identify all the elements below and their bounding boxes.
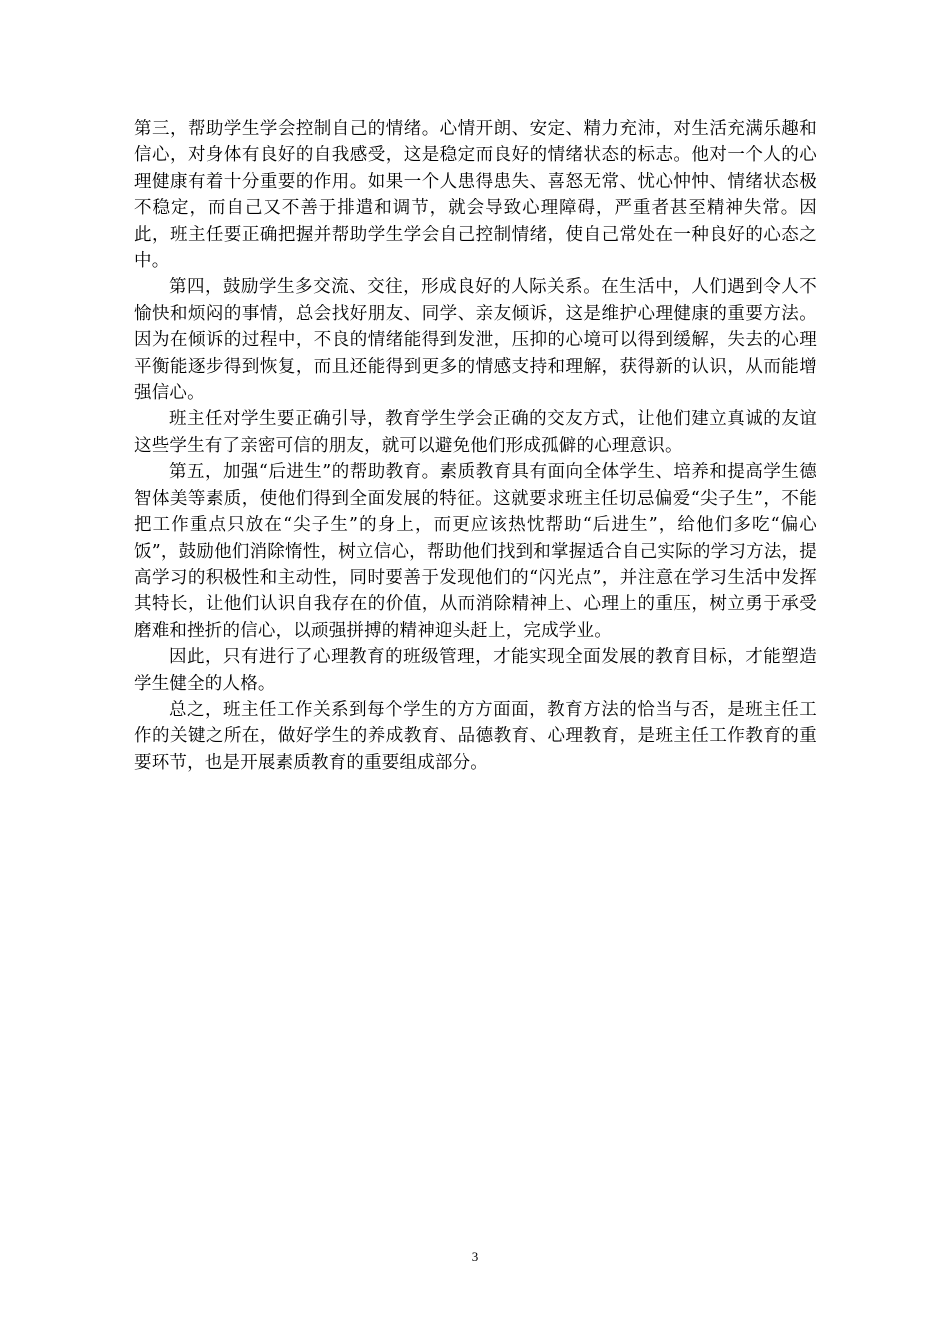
paragraph-underachiever-help: 第五，加强“后进生”的帮助教育。素质教育具有面向全体学生、培养和提高学生德智体美等素质，使他们得到全面发展的特征。这就要求班主任切忌偏爱“尖子生”，不能把工作重点只放在“尖子生”的身上，而更应该热忱帮助“后进生”，给他们多吃“偏心饭”，鼓励他们消除惰性，树立信心，帮助他们找到和掌握适合自己实际的学习方法，提高学习的积极性和主动性，同时要善于发现他们的“闪光点”，并注意在学习生活中发挥其特长，让他们认识自我存在的价值，从而消除精神上、心理上的重压，树立勇于承受磨难和挫折的信心，以顽强拼搏的精神迎头赶上，完成学业。 xyxy=(134,462,817,641)
paragraph-conclusion: 总之，班主任工作关系到每个学生的方方面面，教育方法的恰当与否，是班主任工作的关键之所在，做好学生的养成教育、品德教育、心理教育，是班主任工作教育的重要环节，也是开展素质教育的重要组成部分。 xyxy=(134,699,817,773)
paragraph-psychological-education: 因此，只有进行了心理教育的班级管理，才能实现全面发展的教育目标，才能塑造学生健全的人格。 xyxy=(134,647,817,694)
paragraph-communication: 第四，鼓励学生多交流、交往，形成良好的人际关系。在生活中，人们遇到令人不愉快和烦闷的事情，总会找好朋友、同学、亲友倾诉，这是维护心理健康的重要方法。因为在倾诉的过程中，不良的情绪能得到发泄，压抑的心境可以得到缓解，失去的心理平衡能逐步得到恢复，而且还能得到更多的情感支持和理解，获得新的认识，从而能增强信心。 xyxy=(134,277,817,404)
paragraph-emotion-control: 第三，帮助学生学会控制自己的情绪。心情开朗、安定、精力充沛，对生活充满乐趣和信心，对身体有良好的自我感受，这是稳定而良好的情绪状态的标志。他对一个人的心理健康有着十分重要的作用。如果一个人患得患失、喜怒无常、忧心忡忡、情绪状态极不稳定，而自己又不善于排遣和调节，就会导致心理障碍，严重者甚至精神失常。因此，班主任要正确把握并帮助学生学会自己控制情绪，使自己常处在一种良好的心态之中。 xyxy=(134,119,817,272)
page-number: 3 xyxy=(471,1249,479,1264)
paragraph-friendship-guidance: 班主任对学生要正确引导，教育学生学会正确的交友方式，让他们建立真诚的友谊这些学生有了亲密可信的朋友，就可以避免他们形成孤僻的心理意识。 xyxy=(134,409,817,456)
document-body xyxy=(134,116,817,776)
